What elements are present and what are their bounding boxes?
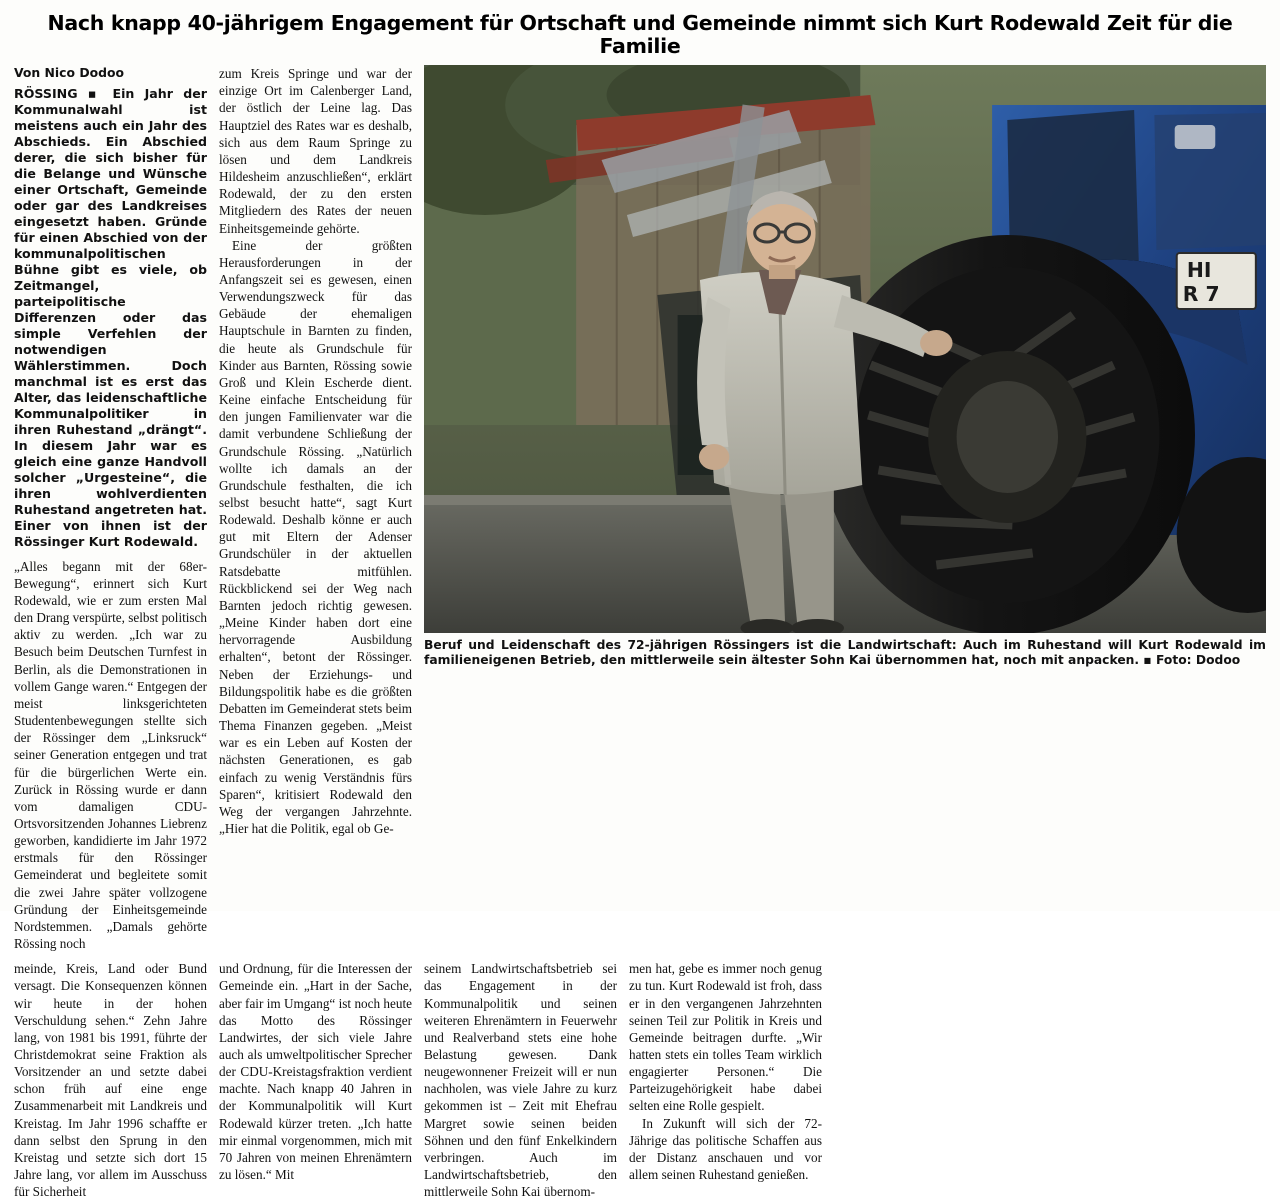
text-column-3 xyxy=(14,960,207,1200)
page-title: Nach knapp 40-jährigem Engagement für Ortschaft und Gemeinde nimmt sich Kurt Rodewald Zeit für die Familie xyxy=(47,11,1233,58)
paragraph: In Zukunft will sich der 72-Jährige das politische Schaffen aus der Distanz anschauen und vor allem seinen Ruhestand genießen. xyxy=(629,1115,822,1183)
paragraph: zum Kreis Springe und war der einzige Ort im Calenberger Land, der östlich der Leine lag. Das Hauptziel des Rates war es deshalb, sich aus dem Raum Springe zu lösen und dem Landkreis Hildesheim anzuschließen“, erklärt Rodewald, der zu den ersten Mitgliedern des Rates der neuen Einheitsgemeinde gehörte. xyxy=(219,66,412,236)
svg-text:HI: HI xyxy=(1186,258,1212,283)
byline: Von Nico Dodoo xyxy=(14,65,125,81)
article-upper-region xyxy=(14,65,1266,952)
paragraph: men hat, gebe es immer noch genug zu tun. Kurt Rodewald ist froh, dass er in den vergangenen Jahrzehnten seinen Teil zur Politik in Kreis und Gemeinde beitragen durfte. „Wir hatten stets ein tolles Team wirklich engagierter Personen.“ Die Parteizugehörigkeit habe dabei selten eine Rolle gespielt. xyxy=(629,961,822,1114)
text-column-4 xyxy=(219,960,412,1200)
text-column-1 xyxy=(14,65,207,952)
lead-paragraph: RÖSSING ▪ Ein Jahr der Kommunalwahl ist meistens auch ein Jahr des Abschieds. Ein Abschied derer, die sich bisher für die Belange und Wünsche einer Ortschaft, Gemeinde oder gar des Landkreises eingesetzt haben. Gründe für einen Abschied von der kommunalpolitischen Bühne gibt es viele, ob Zeitmangel, parteipolitische Differenzen oder das simple Verfehlen der notwendigen Wählerstimmen. Doch manchmal ist es erst das Alter, das leidenschaftliche Kommunalpolitiker in ihren Ruhestand „drängt“. In diesem Jahr war es gleich eine ganze Handvoll solcher „Urgesteine“, die ihren wohlverdienten Ruhestand angetreten hat. Einer von ihnen ist der Rössinger Kurt Rodewald. xyxy=(14,86,207,549)
text-column-5 xyxy=(424,960,617,1200)
paragraph: „Alles begann mit der 68er-Bewegung“, erinnert sich Kurt Rodewald, wie er zum ersten Mal den Drang verspürte, selbst politisch aktiv zu werden. „Ich war zu Besuch beim Deutschen Turnfest in Berlin, als die Demonstrationen in vollem Gange waren.“ Entgegen der meist linksgerichteten Studentenbewegungen stellte sich der Rössinger dem „Linksruck“ seiner Generation entgegen und trat für die bürgerlichen Werte ein. Zurück in Rössing wurde er dann vom damaligen CDU-Ortsvorsitzenden Johannes Liebrenz geworben, kandidierte im Jahr 1972 erstmals für den Rössinger Gemeinderat und begleitete somit die zwei Jahre später vollzogene Gründung der Einheitsgemeinde Nordstemmen. „Damals gehörte Rössing noch xyxy=(14,558,208,952)
paragraph: meinde, Kreis, Land oder Bund versagt. Die Konsequenzen können wir heute in der hohen Verschuldung sehen.“ Zehn Jahre lang, von 1981 bis 1991, führte der Christdemokrat seine Fraktion als Vorsitzender an und setzte dabei schon früh auf eine enge Zusammenarbeit mit Landkreis und Kreistag. Im Jahr 1996 schaffte er dann selbst den Sprung in den Kreistag und setzte sich dort 15 Jahre lang, vor allem im Ausschuss für Sicherheit xyxy=(14,961,207,1200)
photo-caption: Beruf und Leidenschaft des 72-jährigen Rössingers ist die Landwirtschaft: Auch im Ruhestand will Kurt Rodewald im familieneigenen Betrieb, den mittlerweile sein ältester Sohn Kai übernommen hat, noch mit anpacken. ▪ Foto: Dodoo xyxy=(424,638,1266,668)
article-lower-region xyxy=(14,960,1266,1200)
text-column-2 xyxy=(219,65,412,837)
paragraph: seinem Landwirtschaftsbetrieb sei das Engagement in der Kommunalpolitik und seinen weiteren Ehrenämtern in Feuerwehr und Realverband stets eine hohe Belastung gewesen. Dank neugewonnener Freizeit will er nun nachholen, was viele Jahre zu kurz gekommen ist – Zeit mit Ehefrau Margret sowie seinen beiden Söhnen und den fünf Enkelkindern verbringen. Auch im Landwirtschaftsbetrieb, den mittlerweile Sohn Kai übernom- xyxy=(424,961,617,1200)
svg-text:R 7: R 7 xyxy=(1182,282,1220,307)
paragraph: Eine der größten Herausforderungen in der Anfangszeit sei es gewesen, einen Verwendungszweck für das Gebäude der ehemaligen Hauptschule in Barnten zu finden, die heute als Grundschule für Kinder aus Barnten, Rössing sowie Groß und Klein Escherde dient. Keine einfache Entscheidung für den jungen Familienvater war die damit verbundene Schließung der Grundschule Rössing. „Natürlich wollte ich damals an der Grundschule festhalten, die ich selbst besucht hatte“, sagt Kurt Rodewald. Deshalb könne er auch gut mit Eltern der Adenser Grundschüler in der aktuellen Ratsdebatte mitfühlen. Rückblickend sei der Weg nach Barnten jedoch richtig gewesen. „Meine Kinder haben dort eine hervorragende Ausbildung erhalten“, betont der Rössinger. Neben der Erziehungs- und Bildungspolitik habe es die größten Debatten im Gemeinderat stets beim Thema Finanzen gegeben. „Meist war es ein Leben auf Kosten der nächsten Generationen, es gab einfach zu wenig Verständnis fürs Sparen“, kritisiert Rodewald den Weg der vergangen Jahrzehnte. „Hier hat die Politik, egal ob Ge- xyxy=(219,237,412,836)
photo-block xyxy=(424,65,1266,669)
paragraph: und Ordnung, für die Interessen der Gemeinde ein. „Hart in der Sache, aber fair im Umgang“ ist noch heute das Motto des Rössinger Landwirtes, der sich viele Jahre auch als umweltpolitischer Sprecher der CDU-Kreistagsfraktion verdient machte. Nach knapp 40 Jahren in der Kommunalpolitik will Kurt Rodewald kürzer treten. „Ich hatte mir einmal vorgenommen, mich mit 70 Jahren von meinen Ehrenämtern zu lösen.“ Mit xyxy=(219,961,412,1183)
article-photo xyxy=(424,65,1266,633)
text-column-6 xyxy=(629,960,822,1200)
